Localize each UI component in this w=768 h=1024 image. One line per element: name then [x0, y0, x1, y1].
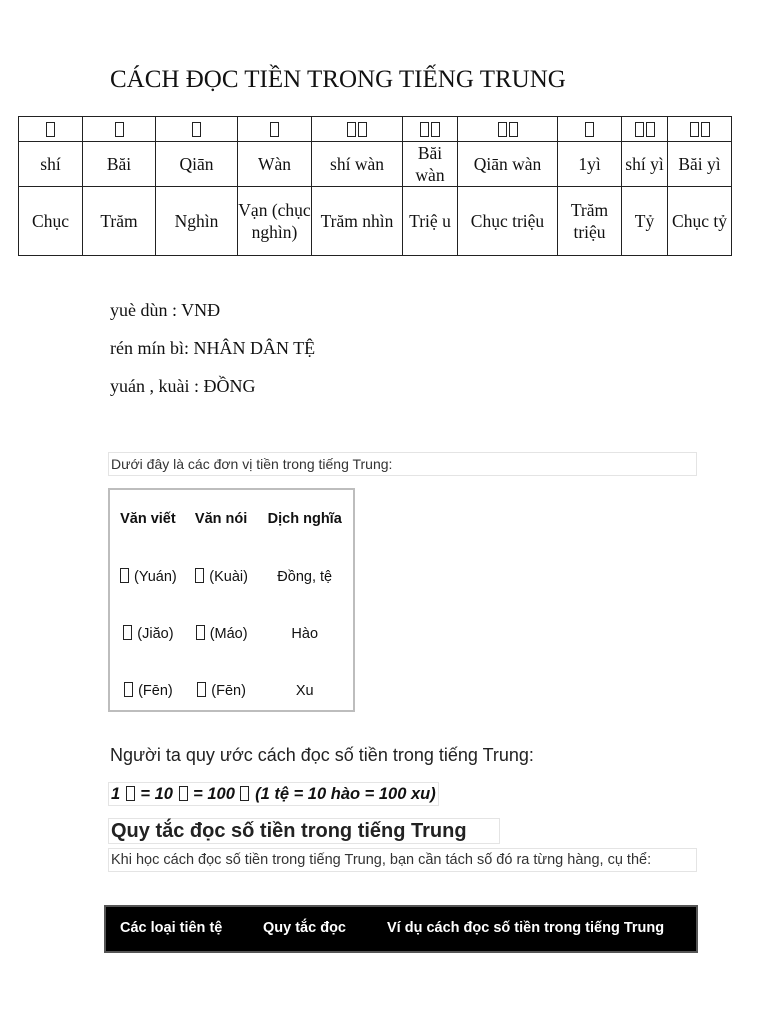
- meaning-cell: Tỷ: [622, 187, 668, 256]
- hanzi-cell: [83, 117, 156, 142]
- hanzi-cell: [312, 117, 403, 142]
- hanzi-glyph: [124, 682, 133, 697]
- header-written: Văn viết: [120, 511, 176, 527]
- pinyin-cell: Qiān wàn: [458, 142, 558, 187]
- hanzi-glyph: [701, 122, 710, 137]
- currency-rmb-line: rén mín bì: NHÂN DÂN TỆ: [110, 338, 316, 358]
- hanzi-glyph: [646, 122, 655, 137]
- table-row: [110, 605, 353, 662]
- hanzi-glyph: [120, 568, 129, 583]
- hanzi-glyph: [635, 122, 644, 137]
- pinyin-cell: shí: [19, 142, 83, 187]
- hanzi-glyph: [690, 122, 699, 137]
- spoken-cell: (Máo): [186, 605, 257, 662]
- units-header-row: [110, 490, 353, 548]
- page-title: CÁCH ĐỌC TIỀN TRONG TIẾNG TRUNG: [110, 66, 566, 93]
- hanzi-glyph: [498, 122, 507, 137]
- pinyin-row: [19, 142, 732, 187]
- meaning-cell: Nghìn: [156, 187, 238, 256]
- currency-formula: 1 = 10 = 100 (1 tệ = 10 hào = 100 xu): [108, 782, 439, 806]
- meaning-cell: Đồng, tệ: [277, 568, 333, 585]
- pinyin-cell: Băi yì: [668, 142, 732, 187]
- hanzi-cell: [403, 117, 458, 142]
- meaning-cell: Vạn (chục nghìn): [238, 187, 312, 256]
- pinyin-cell: Qiān: [156, 142, 238, 187]
- hanzi-glyph: [270, 122, 279, 137]
- written-cell: (Yuán): [110, 548, 186, 605]
- hanzi-glyph: [585, 122, 594, 137]
- hanzi-cell: [668, 117, 732, 142]
- hanzi-glyph: [192, 122, 201, 137]
- hanzi-glyph: [509, 122, 518, 137]
- meaning-cell: Trăm: [83, 187, 156, 256]
- written-cell: (Fēn): [110, 662, 186, 719]
- hanzi-cell: [558, 117, 622, 142]
- hanzi-glyph: [196, 625, 205, 640]
- currency-units-table: [108, 488, 355, 712]
- header-reading-rule: Quy tắc đọc: [263, 920, 346, 936]
- pinyin-cell: shí yì: [622, 142, 668, 187]
- hanzi-glyph: [240, 786, 249, 801]
- hanzi-glyph: [126, 786, 135, 801]
- hanzi-glyph: [115, 122, 124, 137]
- hanzi-cell: [622, 117, 668, 142]
- number-units-table: [18, 116, 732, 256]
- hanzi-glyph: [358, 122, 367, 137]
- pinyin-cell: Wàn: [238, 142, 312, 187]
- hanzi-cell: [156, 117, 238, 142]
- currency-vnd-line: yuè dùn : VNĐ: [110, 300, 221, 320]
- pinyin-cell: shí wàn: [312, 142, 403, 187]
- hanzi-cell: [458, 117, 558, 142]
- hanzi-cell: [238, 117, 312, 142]
- meaning-cell: Hào: [291, 625, 319, 642]
- convention-text: Người ta quy ước cách đọc số tiền trong tiếng Trung:: [110, 745, 534, 765]
- meaning-cell: Triệ u: [403, 187, 458, 256]
- meaning-cell: Chục tỷ: [668, 187, 732, 256]
- meaning-cell: Chục: [19, 187, 83, 256]
- rules-paragraph: Khi học cách đọc số tiền trong tiếng Trung, bạn cần tách số đó ra từng hàng, cụ thể:: [108, 848, 697, 872]
- hanzi-glyph: [195, 568, 204, 583]
- rules-table-header: [104, 905, 698, 953]
- pinyin-cell: Băi wàn: [403, 142, 458, 187]
- spoken-cell: (Kuài): [186, 548, 257, 605]
- pinyin-cell: 1yì: [558, 142, 622, 187]
- hanzi-glyph: [46, 122, 55, 137]
- header-example: Ví dụ cách đọc số tiền trong tiếng Trung: [387, 920, 665, 936]
- hanzi-glyph: [197, 682, 206, 697]
- hanzi-glyph: [420, 122, 429, 137]
- hanzi-glyph: [179, 786, 188, 801]
- units-intro: Dưới đây là các đơn vị tiền trong tiếng Trung:: [108, 452, 697, 476]
- header-spoken: Văn nói: [194, 511, 248, 527]
- table-row: [110, 548, 353, 605]
- hanzi-glyph: [347, 122, 356, 137]
- hanzi-cell: [19, 117, 83, 142]
- vietnamese-meaning-row: [19, 187, 732, 256]
- meaning-cell: Trăm nhìn: [312, 187, 403, 256]
- chinese-character-row: [19, 117, 732, 142]
- spoken-cell: (Fēn): [186, 662, 257, 719]
- written-cell: (Jiăo): [110, 605, 186, 662]
- hanzi-glyph: [123, 625, 132, 640]
- currency-yuan-line: yuán , kuài : ĐỒNG: [110, 376, 256, 396]
- header-meaning: Dịch nghĩa: [267, 511, 342, 527]
- table-row: [110, 662, 353, 719]
- header-currency-types: Các loại tiên tệ: [120, 920, 223, 936]
- section-heading: Quy tắc đọc số tiền trong tiếng Trung: [108, 818, 500, 844]
- meaning-cell: Xu: [295, 682, 314, 699]
- meaning-cell: Trăm triệu: [558, 187, 622, 256]
- hanzi-glyph: [431, 122, 440, 137]
- meaning-cell: Chục triệu: [458, 187, 558, 256]
- pinyin-cell: Băi: [83, 142, 156, 187]
